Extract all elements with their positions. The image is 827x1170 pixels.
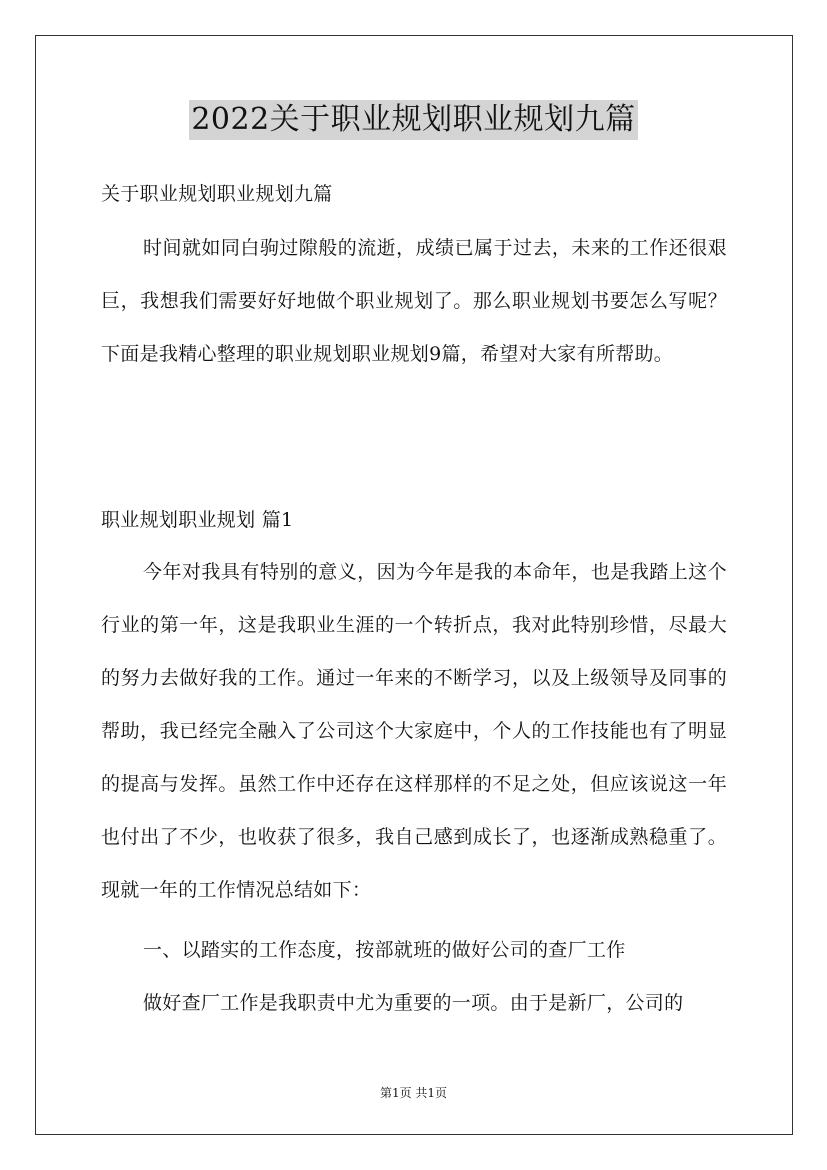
document-title: 2022关于职业规划职业规划九篇 <box>189 100 637 140</box>
section-heading: 职业规划职业规划 篇1 <box>101 509 294 531</box>
document-subtitle: 关于职业规划职业规划九篇 <box>101 183 333 205</box>
intro-paragraph: 时间就如同白驹过隙般的流逝，成绩已属于过去，未来的工作还很艰巨，我想我们需要好好地做个职业规划了。那么职业规划书要怎么写呢？下面是我精心整理的职业规划职业规划9篇，希望对大家有所帮助。 <box>101 237 727 365</box>
title-container <box>0 100 827 140</box>
page-number-footer: 第1页 共1页 <box>379 1086 448 1100</box>
point-heading: 一、以踏实的工作态度，按部就班的做好公司的查厂工作 <box>143 939 626 961</box>
point-paragraph: 做好查厂工作是我职责中尤为重要的一项。由于是新厂，公司的 <box>143 992 684 1014</box>
section-paragraph: 今年对我具有特别的意义，因为今年是我的本命年，也是我踏上这个行业的第一年，这是我职业生涯的一个转折点，我对此特别珍惜，尽最大的努力去做好我的工作。通过一年来的不断学习，以及上级领导及同事的帮助，我已经完全融入了公司这个大家庭中，个人的工作技能也有了明显的提高与发挥。虽然工作中还存在这样那样的不足之处，但应该说这一年也付出了不少，也收获了很多，我自己感到成长了，也逐渐成熟稳重了。现就一年的工作情况总结如下： <box>101 561 727 901</box>
